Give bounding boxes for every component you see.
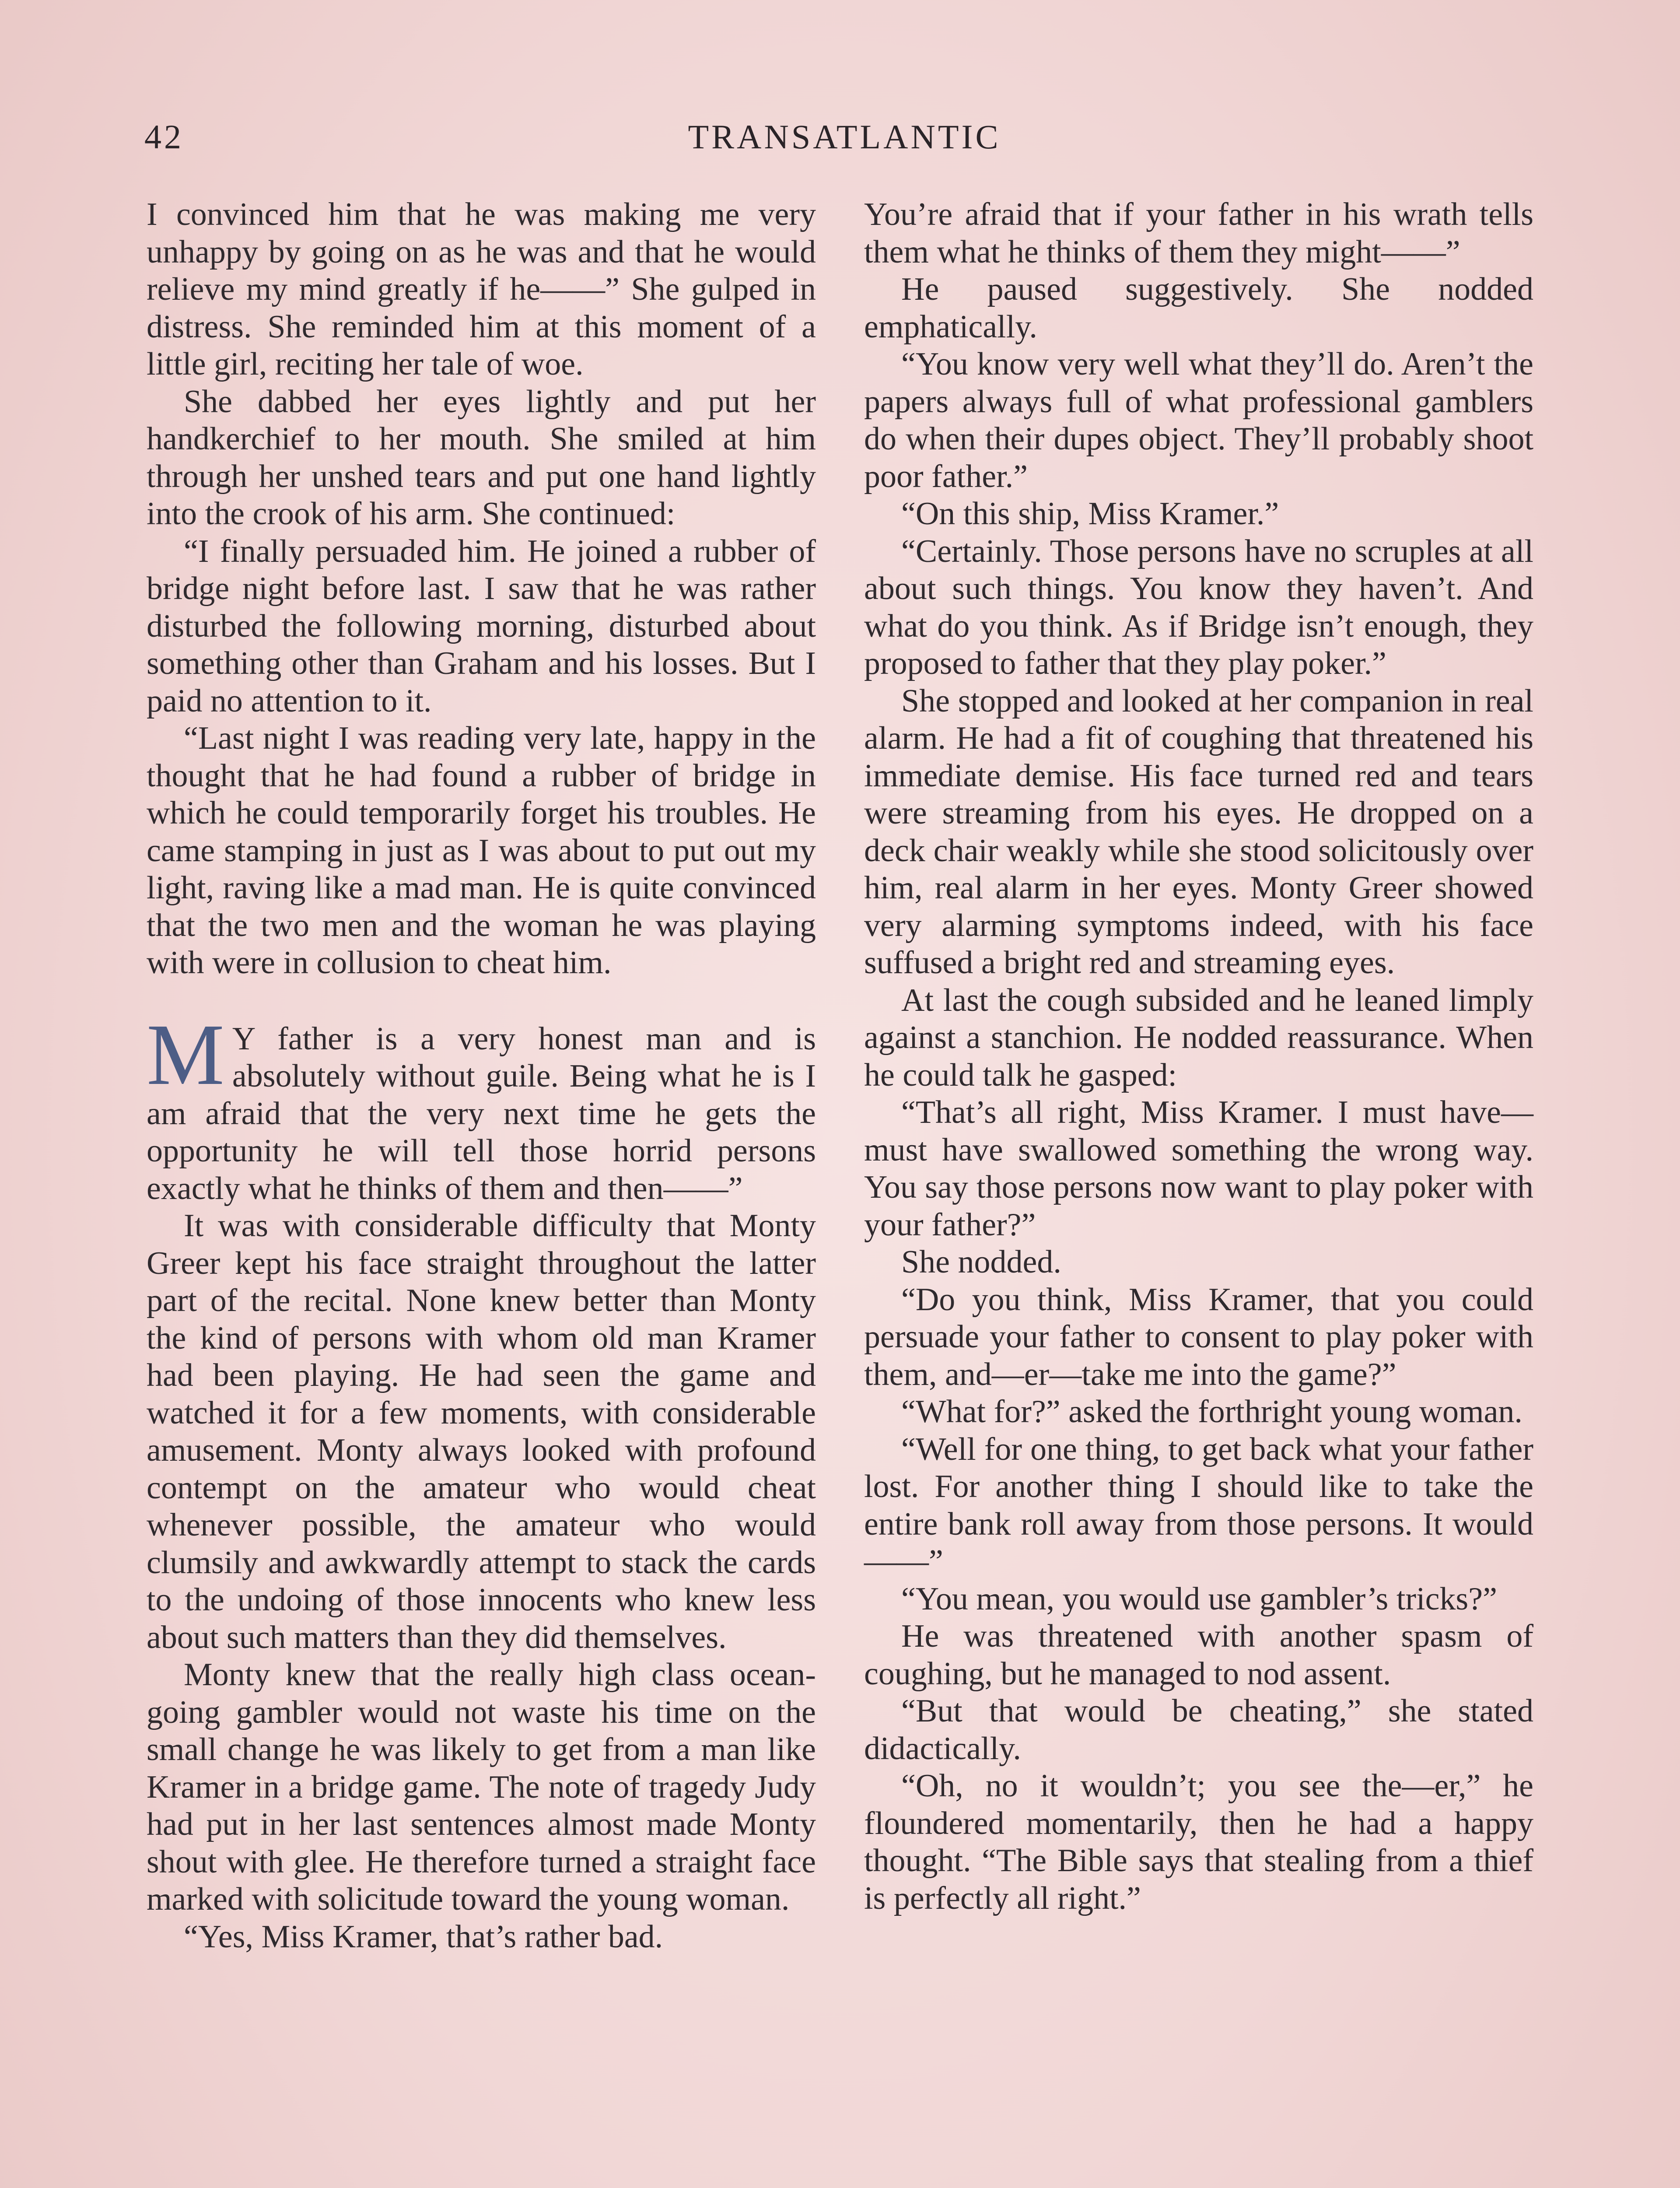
paragraph: “Do you think, Miss Kramer, that you could persuade your father to consent to play poker with them, and—er—take me into the game?” — [864, 1281, 1533, 1392]
paragraph: I convinced him that he was making me very unhappy by going on as he was and that he would relieve my mind greatly if he——” She gulped in distress. She reminded him at this moment of a little girl, reciting her tale of woe. — [147, 196, 816, 382]
paragraph: At last the cough subsided and he leaned limply against a stanchion. He nodded reassurance. When he could talk he gasped: — [864, 982, 1533, 1093]
paragraph: “Last night I was reading very late, happy in the thought that he had found a rubber of bridge in which he could temporarily forget his troubles. He came stamping in just as I was about to put out my light, raving like a mad man. He is quite convinced that the two men and the woman he was playing with were in collusion to cheat him. — [147, 720, 816, 981]
paragraph: You’re afraid that if your father in his wrath tells them what he thinks of them they might——” — [864, 196, 1533, 270]
paragraph: “Well for one thing, to get back what your father lost. For another thing I should like to take the entire bank roll away from those persons. It would——” — [864, 1431, 1533, 1579]
paragraph: “That’s all right, Miss Kramer. I must have—must have swallowed something the wrong way. You say those persons now want to play poker with your father?” — [864, 1094, 1533, 1243]
right-column — [864, 196, 1533, 1917]
paragraph: She nodded. — [901, 1244, 1061, 1280]
paragraph: “I finally persuaded him. He joined a rubber of bridge night before last. I saw that he was rather disturbed the following morning, disturbed about something other than Graham and his losses. But I paid no attention to it. — [147, 533, 816, 719]
paragraph: “On this ship, Miss Kramer.” — [901, 496, 1279, 532]
paragraph: “But that would be cheating,” she stated didactically. — [864, 1693, 1533, 1767]
paragraph: “Oh, no it wouldn’t; you see the—er,” he floundered momentarily, then he had a happy thought. “The Bible says that stealing from a thief is perfectly all right.” — [864, 1768, 1533, 1916]
paragraph: She dabbed her eyes lightly and put her handkerchief to her mouth. She smiled at him through her unshed tears and put one hand lightly into the crook of his arm. She continued: — [147, 383, 816, 532]
left-column — [147, 196, 816, 1956]
paragraph: It was with considerable difficulty that Monty Greer kept his face straight throughout the latter part of the recital. None knew better than Monty the kind of persons with whom old man Kramer had been playing. He had seen the game and watched it for a few moments, with considerable amusement. Monty always looked with profound contempt on the amateur who would cheat whenever possible, the amateur who would clumsily and awkwardly attempt to stack the cards to the undoing of those innocents who knew less about such matters than they did themselves. — [147, 1208, 816, 1655]
section-opening-text: Y father is a very honest man and is absolutely without guile. Being what he is I am afraid that the very next time he gets the opportunity he will tell those horrid persons exactly what he thinks of them and then——” — [147, 1020, 816, 1206]
paragraph: “You mean, you would use gambler’s tricks?” — [901, 1581, 1497, 1617]
page-header — [144, 117, 1544, 165]
running-title: TRANSATLANTIC — [688, 118, 1001, 156]
paragraph: She stopped and looked at her companion in real alarm. He had a fit of coughing that threatened his immediate demise. His face turned red and tears were streaming from his eyes. He dropped on a deck chair weakly while she stood solicitously over him, real alarm in her eyes. Monty Greer showed very alarming symptoms indeed, with his face suffused a bright red and streaming eyes. — [864, 683, 1533, 981]
paragraph: “What for?” asked the forthright young woman. — [901, 1394, 1522, 1430]
paragraph: He was threatened with another spasm of coughing, but he managed to nod assent. — [864, 1618, 1533, 1692]
paragraph: He paused suggestively. She nodded emphatically. — [864, 271, 1533, 345]
paragraph: “Yes, Miss Kramer, that’s rather bad. — [184, 1918, 663, 1955]
section-opening-paragraph — [147, 1006, 816, 1208]
page-number: 42 — [144, 118, 184, 156]
paragraph: “Certainly. Those persons have no scruples at all about such things. You know they haven’t. And what do you think. As if Bridge isn’t enough, they proposed to father that they play poker.” — [864, 533, 1533, 681]
drop-cap: M — [147, 1006, 224, 1103]
paragraph: “You know very well what they’ll do. Aren’t the papers always full of what professional gamblers do when their dupes object. They’ll probably shoot poor father.” — [864, 346, 1533, 494]
paragraph: Monty knew that the really high class ocean-going gambler would not waste his time on the small change he was likely to get from a man like Kramer in a bridge game. The note of tragedy Judy had put in her last sentences almost made Monty shout with glee. He therefore turned a straight face marked with solicitude toward the young woman. — [147, 1657, 816, 1917]
